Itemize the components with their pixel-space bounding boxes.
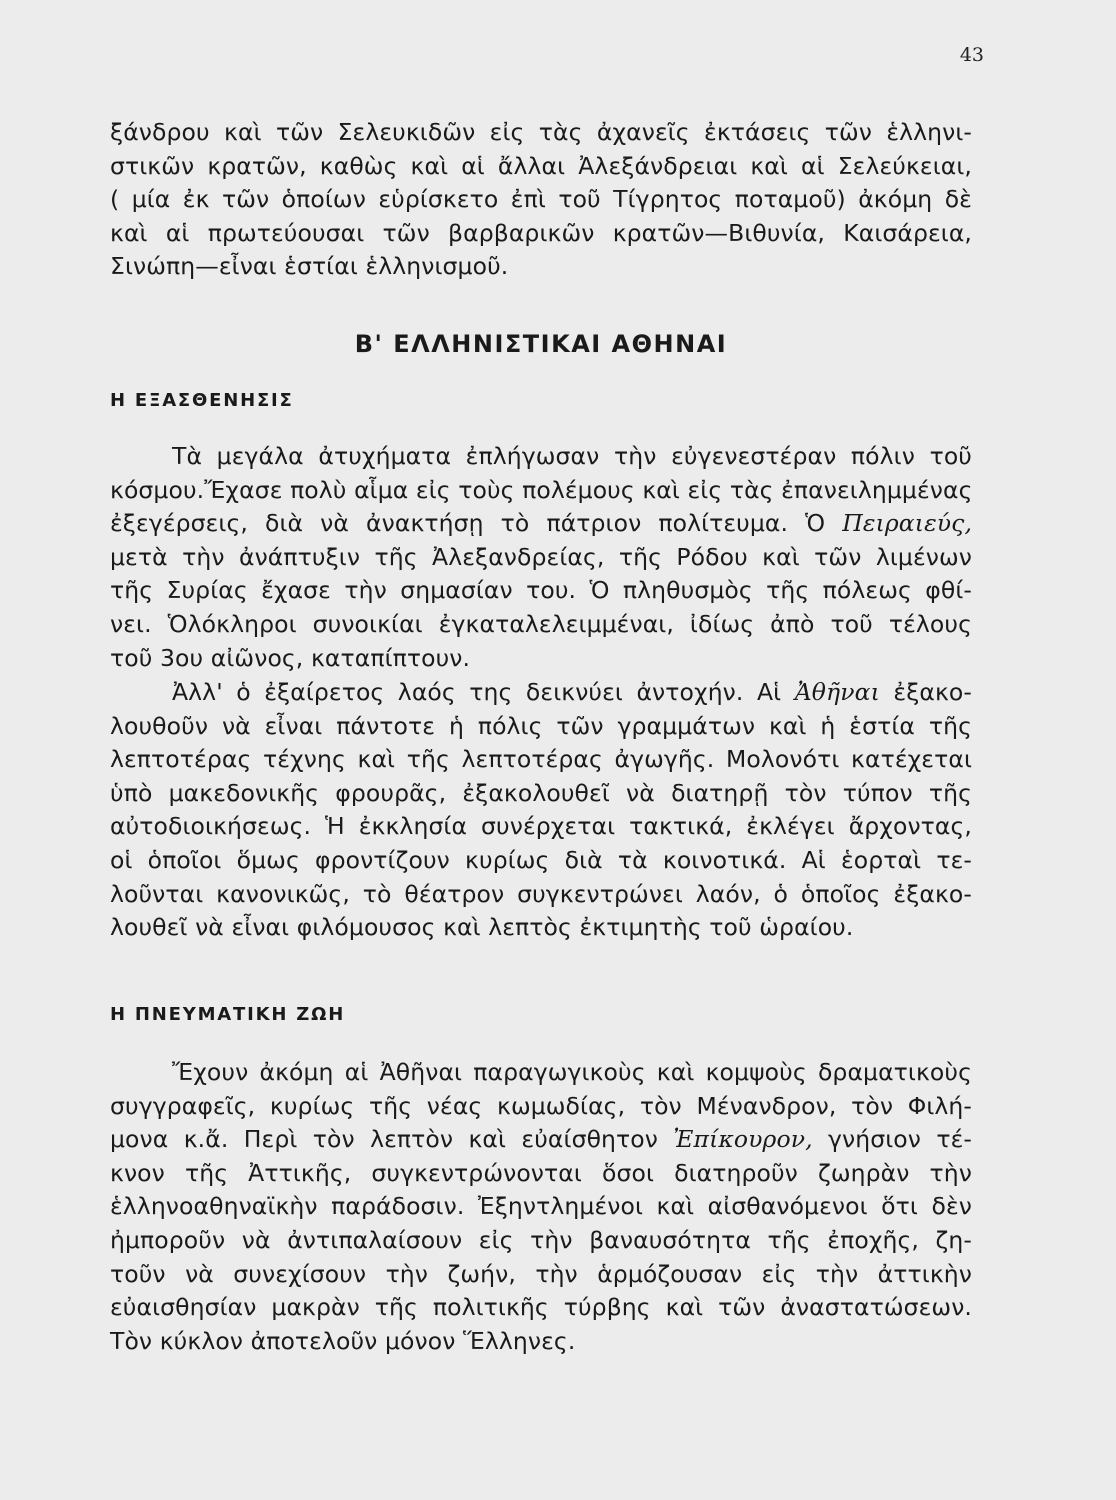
text-line: κόσμου.Ἔχασε πολὺ αἷμα εἰς τοὺς πολέμους καὶ εἰς τὰς ἐπανειλημμένας	[110, 475, 973, 504]
text-line: Τὸν κύκλον ἀποτελοῦν μόνον Ἕλληνες.	[110, 1326, 576, 1355]
text-line: Τὰ μεγάλα ἀτυχήματα ἐπλήγωσαν τὴν εὐγενεστέραν πόλιν τοῦ	[172, 442, 972, 470]
paragraph-spiritual-life	[110, 1056, 972, 1358]
text-line: μετὰ τὴν ἀνάπτυξιν τῆς Ἀλεξανδρείας, τῆς Ρόδου καὶ τῶν λιμένων	[110, 542, 972, 571]
intro-paragraph	[110, 116, 972, 284]
text-line: εὐαισθησίαν μακρὰν τῆς πολιτικῆς τύρβης καὶ τῶν ἀναστατώσεων.	[110, 1293, 972, 1322]
section-heading-spiritual-life: Η ΠΝΕΥΜΑΤΙΚΗ ΖΩΗ	[110, 1004, 346, 1025]
text-line: Σινώπη—εἶναι ἑστίαι ἑλληνισμοῦ.	[110, 252, 509, 281]
text-line: αὐτοδιοικήσεως. Ἡ ἐκκλησία συνέρχεται τακτικά, ἐκλέγει ἄρχοντας,	[110, 812, 972, 841]
italic-term: Ἐπίκουρον,	[673, 1125, 813, 1154]
text-line: λουθεῖ νὰ εἶναι φιλόμουσος καὶ λεπτὸς ἐκτιμητὴς τοῦ ὡραίου.	[110, 913, 854, 942]
text-line: Ἔχουν ἀκόμη αἱ Ἀθῆναι παραγωγικοὺς καὶ κομψοὺς δραματικοὺς	[172, 1058, 972, 1086]
paragraph-endurance	[110, 676, 972, 945]
text-line: στικῶν κρατῶν, καθὼς καὶ αἱ ἄλλαι Ἀλεξάνδρειαι καὶ αἱ Σελεύκειαι,	[110, 151, 972, 180]
text-line: μονα κ.ἄ. Περὶ τὸν λεπτὸν καὶ εὐαίσθητον Ἐπίκουρον, γνήσιον τέ-	[110, 1125, 973, 1154]
italic-term: Ἀθῆναι	[794, 678, 880, 706]
text-line: λουθοῦν νὰ εἶναι πάντοτε ἡ πόλις τῶν γραμμάτων καὶ ἡ ἑστία τῆς	[110, 711, 972, 740]
text-line: συγγραφεῖς, κυρίως τῆς νέας κωμωδίας, τὸν Μένανδρον, τὸν Φιλή-	[110, 1091, 972, 1120]
text-line: καὶ αἱ πρωτεύουσαι τῶν βαρβαρικῶν κρατῶν—Βιθυνία, Καισάρεια,	[110, 218, 972, 247]
text-line: κνον τῆς Ἀττικῆς, συγκεντρώνονται ὅσοι διατηροῦν ζωηρὰν τὴν	[110, 1158, 972, 1187]
text-line: τῆς Συρίας ἔχασε τὴν σημασίαν του. Ὁ πληθυσμὸς τῆς πόλεως φθί-	[110, 576, 972, 605]
page-number: 43	[959, 44, 984, 66]
text-line: ἑλληνοαθηναϊκὴν παράδοσιν. Ἐξηντλημένοι καὶ αἰσθανόμενοι ὅτι δὲν	[110, 1192, 972, 1221]
chapter-title: Β' ΕΛΛΗΝΙΣΤΙΚΑΙ ΑΘΗΝΑΙ	[354, 330, 728, 358]
text-line: τοῦν νὰ συνεχίσουν τὴν ζωήν, τὴν ἁρμόζουσαν εἰς τὴν ἀττικὴν	[110, 1259, 972, 1288]
text-line: τοῦ 3ου αἰῶνος, καταπίπτουν.	[110, 643, 471, 672]
text-line: λεπτοτέρας τέχνης καὶ τῆς λεπτοτέρας ἀγωγῆς. Μολονότι κατέχεται	[110, 745, 972, 774]
italic-term: Πειραιεύς,	[842, 509, 973, 538]
section-heading-weakening: Η ΕΞΑΣΘΕΝΗΣΙΣ	[110, 390, 294, 411]
paragraph-weakening	[110, 440, 972, 675]
text-line: ὑπὸ μακεδονικῆς φρουρᾶς, ἐξακολουθεῖ νὰ διατηρῇ τὸν τύπον τῆς	[110, 778, 972, 807]
text-line: Ἀλλ' ὁ ἐξαίρετος λαός της δεικνύει ἀντοχήν. Αἱ Ἀθῆναι ἐξακο-	[172, 678, 972, 706]
text-line: νει. Ὁλόκληροι συνοικίαι ἐγκαταλελειμμέναι, ἰδίως ἀπὸ τοῦ τέλους	[110, 609, 972, 638]
text-line: ἐξεγέρσεις, διὰ νὰ ἀνακτήσῃ τὸ πάτριον πολίτευμα. Ὁ Πειραιεύς,	[110, 509, 973, 538]
text-line: ξάνδρου καὶ τῶν Σελευκιδῶν εἰς τὰς ἀχανεῖς ἐκτάσεις τῶν ἑλληνι-	[110, 118, 972, 146]
text-line: λοῦνται κανονικῶς, τὸ θέατρον συγκεντρώνει λαόν, ὁ ὁποῖος ἐξακο-	[110, 879, 972, 908]
text-line: ἠμποροῦν νὰ ἀντιπαλαίσουν εἰς τὴν βαναυσότητα τῆς ἐποχῆς, ζη-	[110, 1225, 972, 1254]
text-line: οἱ ὁποῖοι ὅμως φροντίζουν κυρίως διὰ τὰ κοινοτικά. Αἱ ἑορταὶ τε-	[110, 845, 972, 874]
text-line: ( μία ἐκ τῶν ὁποίων εὑρίσκετο ἐπὶ τοῦ Τίγρητος ποταμοῦ) ἀκόμη δὲ	[110, 185, 972, 214]
